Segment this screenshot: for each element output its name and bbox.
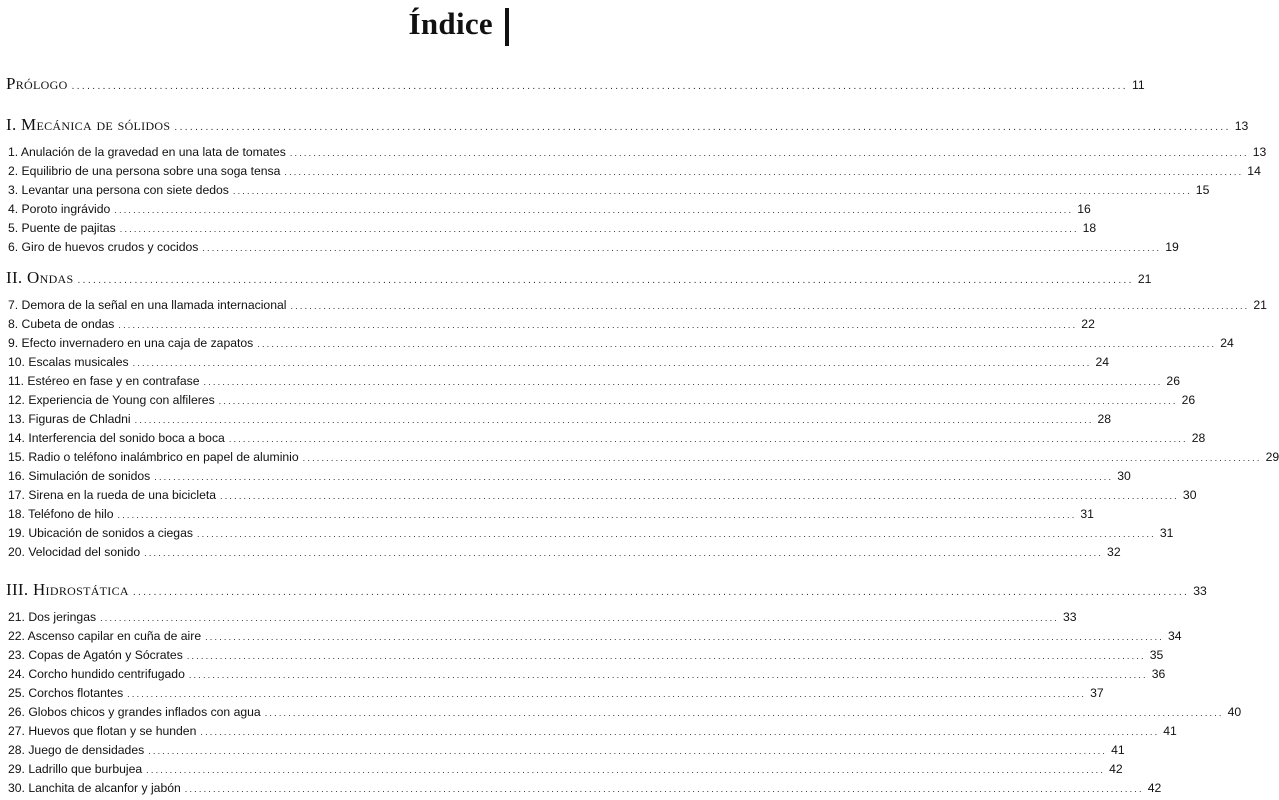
prologue-page: 11 [1131, 78, 1145, 92]
section-title: I. Mecánica de sólidos [6, 115, 171, 134]
entry-page: 34 [1168, 629, 1182, 643]
entry-page: 16 [1077, 202, 1091, 216]
entry-title: 25. Corchos flotantes [8, 686, 124, 700]
toc-entry [0, 298, 1267, 312]
toc-entry [0, 240, 1179, 254]
dot-leader: ............................................................................................................................................................................................................ [228, 434, 1188, 444]
toc-entry [0, 648, 1164, 662]
dot-leader: ............................................................................................................................................................................................................ [188, 670, 1148, 680]
toc-entry [0, 336, 1234, 350]
section-title: II. Ondas [6, 268, 74, 287]
entry-page: 13 [1252, 145, 1267, 159]
dot-leader: ............................................................................................................................................................................................................ [118, 320, 1078, 330]
toc-entry [0, 545, 1121, 559]
entry-page: 18 [1082, 221, 1097, 235]
toc-entry [0, 221, 1097, 235]
dot-leader: ............................................................................................................................................................................................................ [205, 632, 1165, 642]
entry-title: 6. Giro de huevos crudos y cocidos [8, 240, 199, 254]
entry-page: 30 [1182, 488, 1197, 502]
dot-leader: ............................................................................................................................................................................................................ [186, 651, 1146, 661]
entry-page: 42 [1147, 781, 1162, 795]
dot-leader: ............................................................................................................................................................................................................ [218, 396, 1178, 406]
entry-title: 8. Cubeta de ondas [8, 317, 115, 331]
entry-title: 16. Simulación de sonidos [8, 469, 151, 483]
dot-leader: ............................................................................................................................................................................................................ [174, 122, 1231, 133]
toc-entry [0, 374, 1180, 388]
entry-title: 21. Dos jeringas [8, 610, 97, 624]
toc-entry [0, 686, 1104, 700]
entry-title: 12. Experiencia de Young con alfileres [8, 393, 215, 407]
section-page: 13 [1234, 119, 1249, 133]
dot-leader: ............................................................................................................................................................................................................ [203, 377, 1163, 387]
toc-entry [0, 393, 1196, 407]
dot-leader: ............................................................................................................................................................................................................ [146, 765, 1106, 775]
entry-page: 42 [1109, 762, 1123, 776]
toc-entry [0, 762, 1123, 776]
page-title: Índice [408, 6, 493, 41]
dot-leader: ............................................................................................................................................................................................................ [302, 453, 1262, 463]
dot-leader: ............................................................................................................................................................................................................ [127, 689, 1087, 699]
entry-title: 29. Ladrillo que burbujea [8, 762, 143, 776]
entry-title: 1. Anulación de la gravedad en una lata de tomates [8, 145, 286, 159]
entry-title: 18. Teléfono de hilo [8, 507, 114, 521]
entry-page: 26 [1166, 374, 1180, 388]
entry-title: 9. Efecto invernadero en una caja de zapatos [8, 336, 254, 350]
dot-leader: ............................................................................................................................................................................................................ [264, 708, 1224, 718]
entry-page: 32 [1107, 545, 1121, 559]
toc-entry [0, 610, 1077, 624]
toc-entry [0, 431, 1206, 445]
entry-title: 24. Corcho hundido centrifugado [8, 667, 185, 681]
entry-title: 19. Ubicación de sonidos a ciegas [8, 526, 193, 540]
entry-page: 28 [1191, 431, 1206, 445]
entry-page: 41 [1111, 743, 1125, 757]
toc-entry [0, 705, 1242, 719]
entry-title: 10. Escalas musicales [8, 355, 129, 369]
entry-page: 37 [1090, 686, 1104, 700]
dot-leader: ............................................................................................................................................................................................................ [154, 472, 1114, 482]
toc-section-heading [0, 268, 1152, 288]
toc-entry [0, 183, 1210, 197]
entry-title: 14. Interferencia del sonido boca a boca [8, 431, 225, 445]
dot-leader: ............................................................................................................................................................................................................ [114, 205, 1074, 215]
entry-page: 14 [1247, 164, 1261, 178]
entry-page: 22 [1081, 317, 1095, 331]
title-edge-bar [505, 8, 509, 46]
entry-title: 26. Globos chicos y grandes inflados con agua [8, 705, 261, 719]
entry-title: 4. Poroto ingrávido [8, 202, 111, 216]
entry-page: 24 [1095, 355, 1110, 369]
entry-page: 29 [1265, 450, 1279, 464]
dot-leader: ............................................................................................................................................................................................................ [148, 746, 1108, 756]
dot-leader: ............................................................................................................................................................................................................ [184, 784, 1144, 794]
dot-leader: ............................................................................................................................................................................................................ [220, 491, 1179, 501]
toc-section-heading [0, 115, 1249, 135]
entry-title: 11. Estéreo en fase y en contrafase [8, 374, 200, 388]
dot-leader: ............................................................................................................................................................................................................ [132, 358, 1092, 368]
entry-title: 30. Lanchita de alcanfor y jabón [8, 781, 181, 795]
toc-prologue [0, 74, 1145, 94]
dot-leader: ............................................................................................................................................................................................................ [100, 613, 1059, 623]
prologue-label: Prólogo [6, 74, 68, 93]
toc-entry [0, 412, 1112, 426]
entry-title: 27. Huevos que flotan y se hunden [8, 724, 197, 738]
entry-title: 15. Radio o teléfono inalámbrico en papel de aluminio [8, 450, 299, 464]
entry-title: 3. Levantar una persona con siete dedos [8, 183, 229, 197]
entry-title: 2. Equilibrio de una persona sobre una soga tensa [8, 164, 281, 178]
entry-page: 31 [1159, 526, 1174, 540]
entry-page: 26 [1181, 393, 1196, 407]
toc-entry [0, 724, 1177, 738]
entry-page: 36 [1151, 667, 1166, 681]
toc-entry [0, 743, 1125, 757]
section-title: III. Hidrostática [6, 580, 129, 599]
entry-title: 17. Sirena en la rueda de una bicicleta [8, 488, 217, 502]
toc-entry [0, 667, 1166, 681]
toc-entry [0, 145, 1267, 159]
dot-leader: ............................................................................................................................................................................................................ [71, 81, 1128, 92]
entry-page: 40 [1227, 705, 1242, 719]
entry-page: 24 [1220, 336, 1234, 350]
entry-page: 19 [1165, 240, 1179, 254]
toc-entry [0, 488, 1197, 502]
dot-leader: ............................................................................................................................................................................................................ [132, 587, 1190, 598]
toc-entry [0, 629, 1182, 643]
entry-page: 30 [1117, 469, 1131, 483]
dot-leader: ............................................................................................................................................................................................................ [202, 243, 1162, 253]
page-header [0, 4, 517, 44]
entry-page: 15 [1195, 183, 1210, 197]
toc-entry [0, 317, 1095, 331]
dot-leader: ............................................................................................................................................................................................................ [117, 510, 1077, 520]
entry-page: 21 [1253, 298, 1267, 312]
dot-leader: ............................................................................................................................................................................................................ [289, 148, 1249, 158]
entry-title: 5. Puente de pajitas [8, 221, 116, 235]
toc-entry [0, 450, 1279, 464]
dot-leader: ............................................................................................................................................................................................................ [196, 529, 1156, 539]
toc-entry [0, 202, 1091, 216]
dot-leader: ............................................................................................................................................................................................................ [232, 186, 1192, 196]
entry-title: 13. Figuras de Chladni [8, 412, 131, 426]
dot-leader: ............................................................................................................................................................................................................ [284, 167, 1244, 177]
entry-title: 7. Demora de la señal en una llamada internacional [8, 298, 287, 312]
dot-leader: ............................................................................................................................................................................................................ [200, 727, 1160, 737]
toc-entry [0, 355, 1110, 369]
dot-leader: ............................................................................................................................................................................................................ [134, 415, 1094, 425]
entry-title: 28. Juego de densidades [8, 743, 145, 757]
dot-leader: ............................................................................................................................................................................................................ [290, 301, 1250, 311]
entry-page: 35 [1149, 648, 1164, 662]
section-page: 33 [1193, 584, 1207, 598]
toc-entry [0, 469, 1131, 483]
dot-leader: ............................................................................................................................................................................................................ [144, 548, 1104, 558]
dot-leader: ............................................................................................................................................................................................................ [77, 275, 1134, 286]
entry-page: 31 [1080, 507, 1094, 521]
entry-page: 28 [1097, 412, 1112, 426]
entry-page: 41 [1163, 724, 1177, 738]
toc-entry [0, 781, 1162, 795]
dot-leader: ............................................................................................................................................................................................................ [119, 224, 1079, 234]
dot-leader: ............................................................................................................................................................................................................ [257, 339, 1217, 349]
entry-page: 33 [1062, 610, 1077, 624]
toc-entry [0, 507, 1094, 521]
toc-section-heading [0, 580, 1207, 600]
entry-title: 23. Copas de Agatón y Sócrates [8, 648, 183, 662]
section-page: 21 [1137, 272, 1152, 286]
toc-entry [0, 526, 1174, 540]
toc-entry [0, 164, 1261, 178]
entry-title: 20. Velocidad del sonido [8, 545, 141, 559]
entry-title: 22. Ascenso capilar en cuña de aire [8, 629, 202, 643]
